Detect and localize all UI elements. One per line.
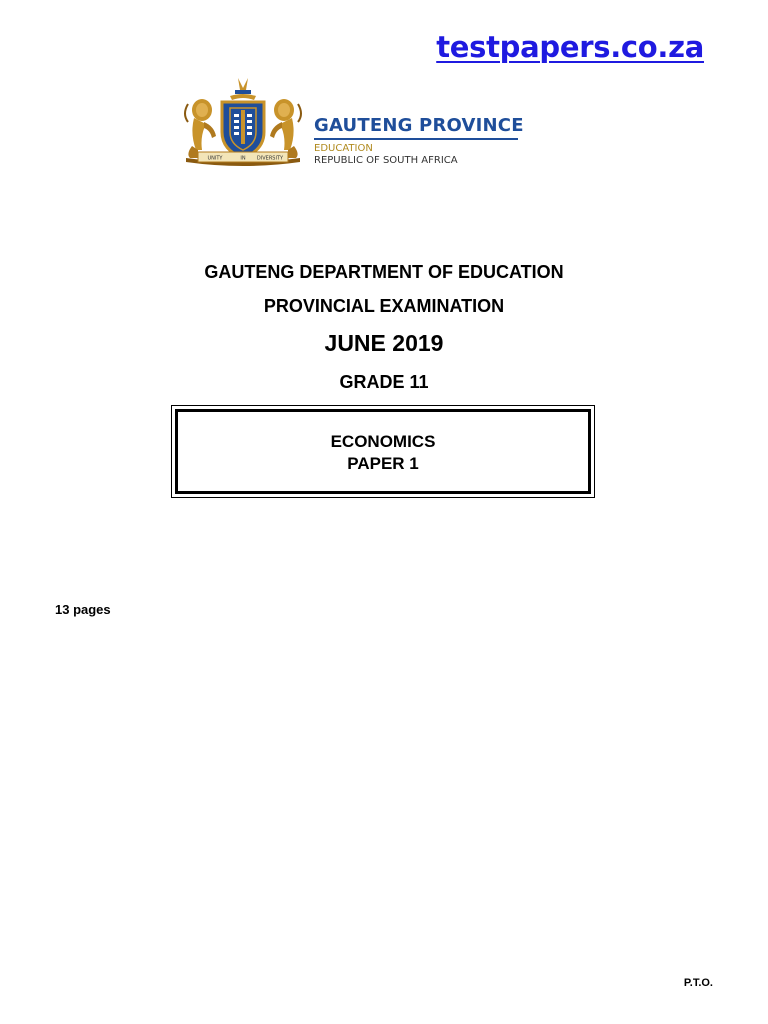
paper-number: PAPER 1 [347,454,419,473]
logo-text [314,116,524,167]
exam-date: JUNE 2019 [324,330,444,356]
logo-country: REPUBLIC OF SOUTH AFRICA [314,155,458,166]
logo-department: EDUCATION [314,143,373,154]
crest-banner-left-text: UNITY [207,155,223,162]
crest-banner-right-text: DIVERSITY [256,155,284,162]
logo-province-name: GAUTENG PROVINCE [314,115,524,136]
right-lion-icon [270,99,301,158]
gauteng-logo [180,74,540,170]
please-turn-over: P.T.O. [683,977,713,989]
site-link[interactable]: testpapers.co.za [436,30,704,64]
crest-banner-center-text: IN [240,155,246,162]
department-heading: GAUTENG DEPARTMENT OF EDUCATION [204,262,564,282]
subject-name: ECONOMICS [330,432,436,451]
exam-heading: PROVINCIAL EXAMINATION [263,296,505,316]
coat-of-arms-icon [180,74,306,170]
logo-divider [314,138,518,140]
left-lion-icon [185,99,216,158]
subject-box [171,405,595,498]
grade-heading: GRADE 11 [339,372,429,392]
page-count: 13 pages [55,602,111,617]
subject-box-inner [175,409,591,494]
